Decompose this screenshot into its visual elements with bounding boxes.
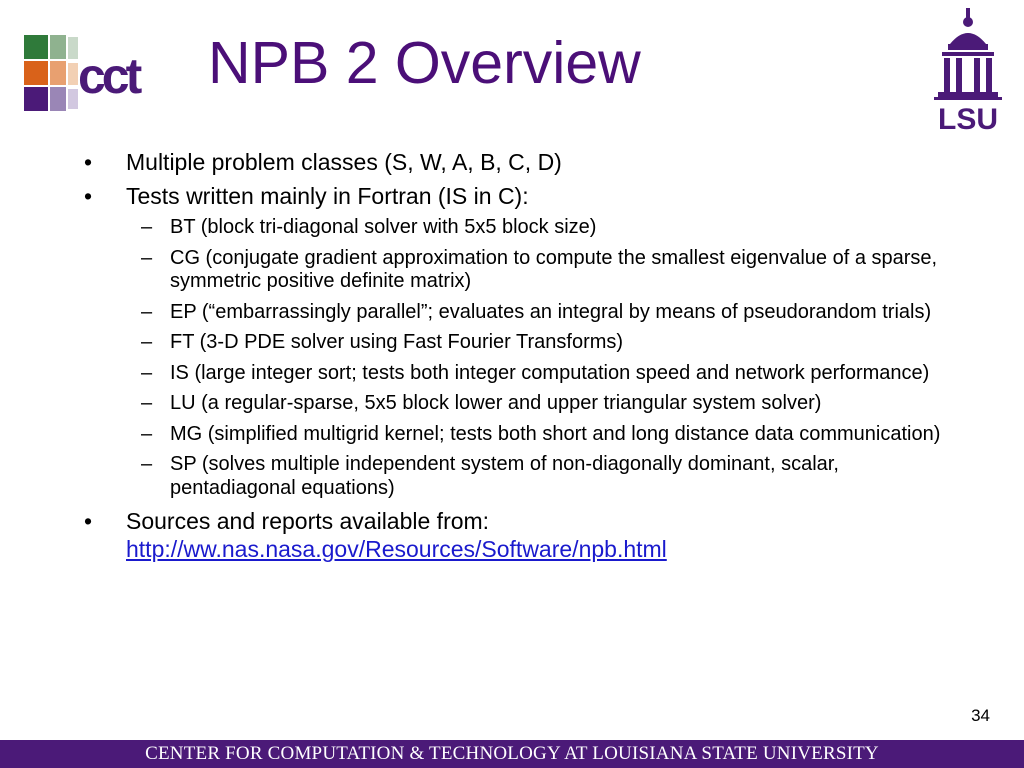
dash-marker: – xyxy=(141,392,153,414)
sub-bullet-text: BT (block tri-diagonal solver with 5x5 block size) xyxy=(170,216,597,238)
dash-marker: – xyxy=(141,246,153,269)
bullet-text: Tests written mainly in Fortran (IS in C): xyxy=(126,183,529,209)
sub-bullet-text: CG (conjugate gradient approximation to compute the smallest eigenvalue of a sparse, symmetric positive definite matrix) xyxy=(170,246,938,292)
sub-bullet-cg xyxy=(84,247,944,294)
sub-bullet-text: EP (“embarrassingly parallel”; evaluates an integral by means of pseudorandom trials) xyxy=(170,300,932,323)
lsu-logo-text: LSU xyxy=(938,103,998,130)
page-number: 34 xyxy=(971,706,990,725)
bullet-fortran xyxy=(84,182,944,210)
sub-bullet-ep xyxy=(84,301,944,325)
dash-marker: – xyxy=(141,453,153,475)
bullet-marker: • xyxy=(84,149,93,175)
sub-bullet-text: FT (3-D PDE solver using Fast Fourier Transforms) xyxy=(170,331,624,353)
bullet-text: Multiple problem classes (S, W, A, B, C, D) xyxy=(126,149,562,175)
bullet-marker: • xyxy=(84,183,93,209)
cct-logo xyxy=(22,33,192,115)
npb-link[interactable]: http://ww.nas.nasa.gov/Resources/Software/npb.html xyxy=(126,536,667,562)
dash-marker: – xyxy=(141,216,153,238)
sub-bullet-text: LU (a regular-sparse, 5x5 block lower and upper triangular system solver) xyxy=(170,392,822,414)
dash-marker: – xyxy=(141,331,153,353)
dash-marker: – xyxy=(141,300,153,323)
sub-bullet-text: MG (simplified multigrid kernel; tests both short and long distance data communication) xyxy=(170,422,941,445)
sub-bullet-ft xyxy=(84,331,944,355)
cct-logo-text: cct xyxy=(78,48,139,104)
sub-bullet-is xyxy=(84,362,944,386)
slide-title: NPB 2 Overview xyxy=(208,30,641,96)
bullet-problem-classes xyxy=(84,148,944,176)
lsu-logo xyxy=(928,8,1008,130)
sub-bullet-text: IS (large integer sort; tests both integer computation speed and network performance) xyxy=(170,361,930,384)
dash-marker: – xyxy=(141,422,153,445)
sub-bullet-text: SP (solves multiple independent system of non-diagonally dominant, scalar, pentadiagonal equations) xyxy=(170,453,839,499)
bullet-text: Sources and reports available from: xyxy=(126,508,490,534)
sub-bullet-bt xyxy=(84,216,944,240)
footer-bar xyxy=(0,740,1024,768)
sub-bullet-lu xyxy=(84,392,944,416)
bullet-sources xyxy=(84,507,944,563)
slide-content xyxy=(84,148,944,569)
bullet-marker: • xyxy=(84,508,93,534)
footer-text: CENTER FOR COMPUTATION & TECHNOLOGY AT LOUISIANA STATE UNIVERSITY xyxy=(145,743,879,764)
sub-bullet-mg xyxy=(84,423,944,447)
dash-marker: – xyxy=(141,361,153,384)
sub-bullet-sp xyxy=(84,453,944,500)
